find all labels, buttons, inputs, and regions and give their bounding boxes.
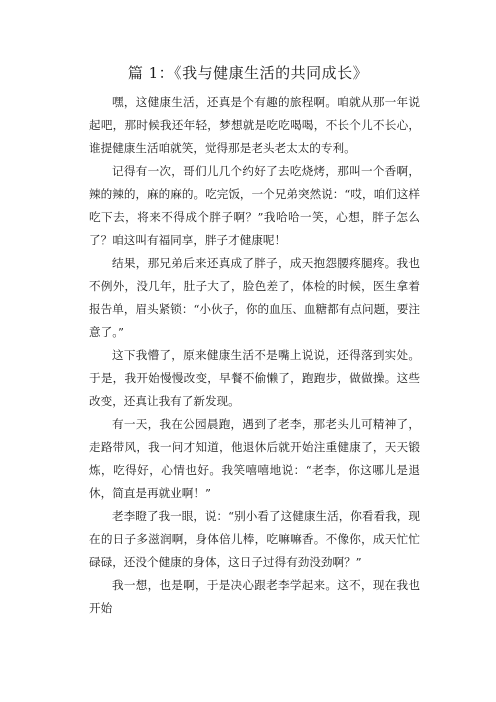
paragraph-2: 记得有一次，哥们儿几个约好了去吃烧烤，那叫一个香啊，辣的辣的，麻的麻的。吃完饭，一个兄弟突然说：“哎，咱们这样吃下去，将来不得成个胖子啊？”我哈哈一笑，心想，胖子怎么了？咱这叫有福同享，胖子才健康呢！	[89, 164, 420, 247]
document-body	[89, 91, 420, 620]
paragraph-1: 嘿，这健康生活，还真是个有趣的旅程啊。咱就从那一年说起吧，那时候我还年轻，梦想就是吃吃喝喝，不长个儿不长心，谁提健康生活咱就笑，觉得那是老头老太太的专利。	[89, 95, 420, 155]
paragraph-3: 结果，那兄弟后来还真成了胖子，成天抱怨腰疼腿疼。我也不例外，没几年，肚子大了，脸色差了，体检的时候，医生拿着报告单，眉头紧锁：“小伙子，你的血压、血糖都有点问题，要注意了。”	[89, 256, 420, 339]
document-title: 篇 1：《我与健康生活的共同成长》	[127, 64, 369, 82]
paragraph-6: 老李瞪了我一眼，说：“别小看了这健康生活，你看看我，现在的日子多滋润啊，身体倍儿棒，吃嘛嘛香。不像你，成天忙忙碌碌，还没个健康的身体，这日子过得有劲没劲啊？”	[89, 509, 420, 569]
paragraph-5: 有一天，我在公园晨跑，遇到了老李，那老头儿可精神了，走路带风，我一问才知道，他退休后就开始注重健康了，天天锻炼，吃得好，心情也好。我笑嘻嘻地说：“老李，你这哪儿是退休，简直是再就业啊！”	[89, 417, 420, 500]
paragraph-4: 这下我懵了，原来健康生活不是嘴上说说，还得落到实处。于是，我开始慢慢改变，早餐不偷懒了，跑跑步，做做操。这些改变，还真让我有了新发现。	[89, 348, 420, 408]
paragraph-7: 我一想，也是啊，于是决心跟老李学起来。这不，现在我也开始	[89, 578, 420, 615]
